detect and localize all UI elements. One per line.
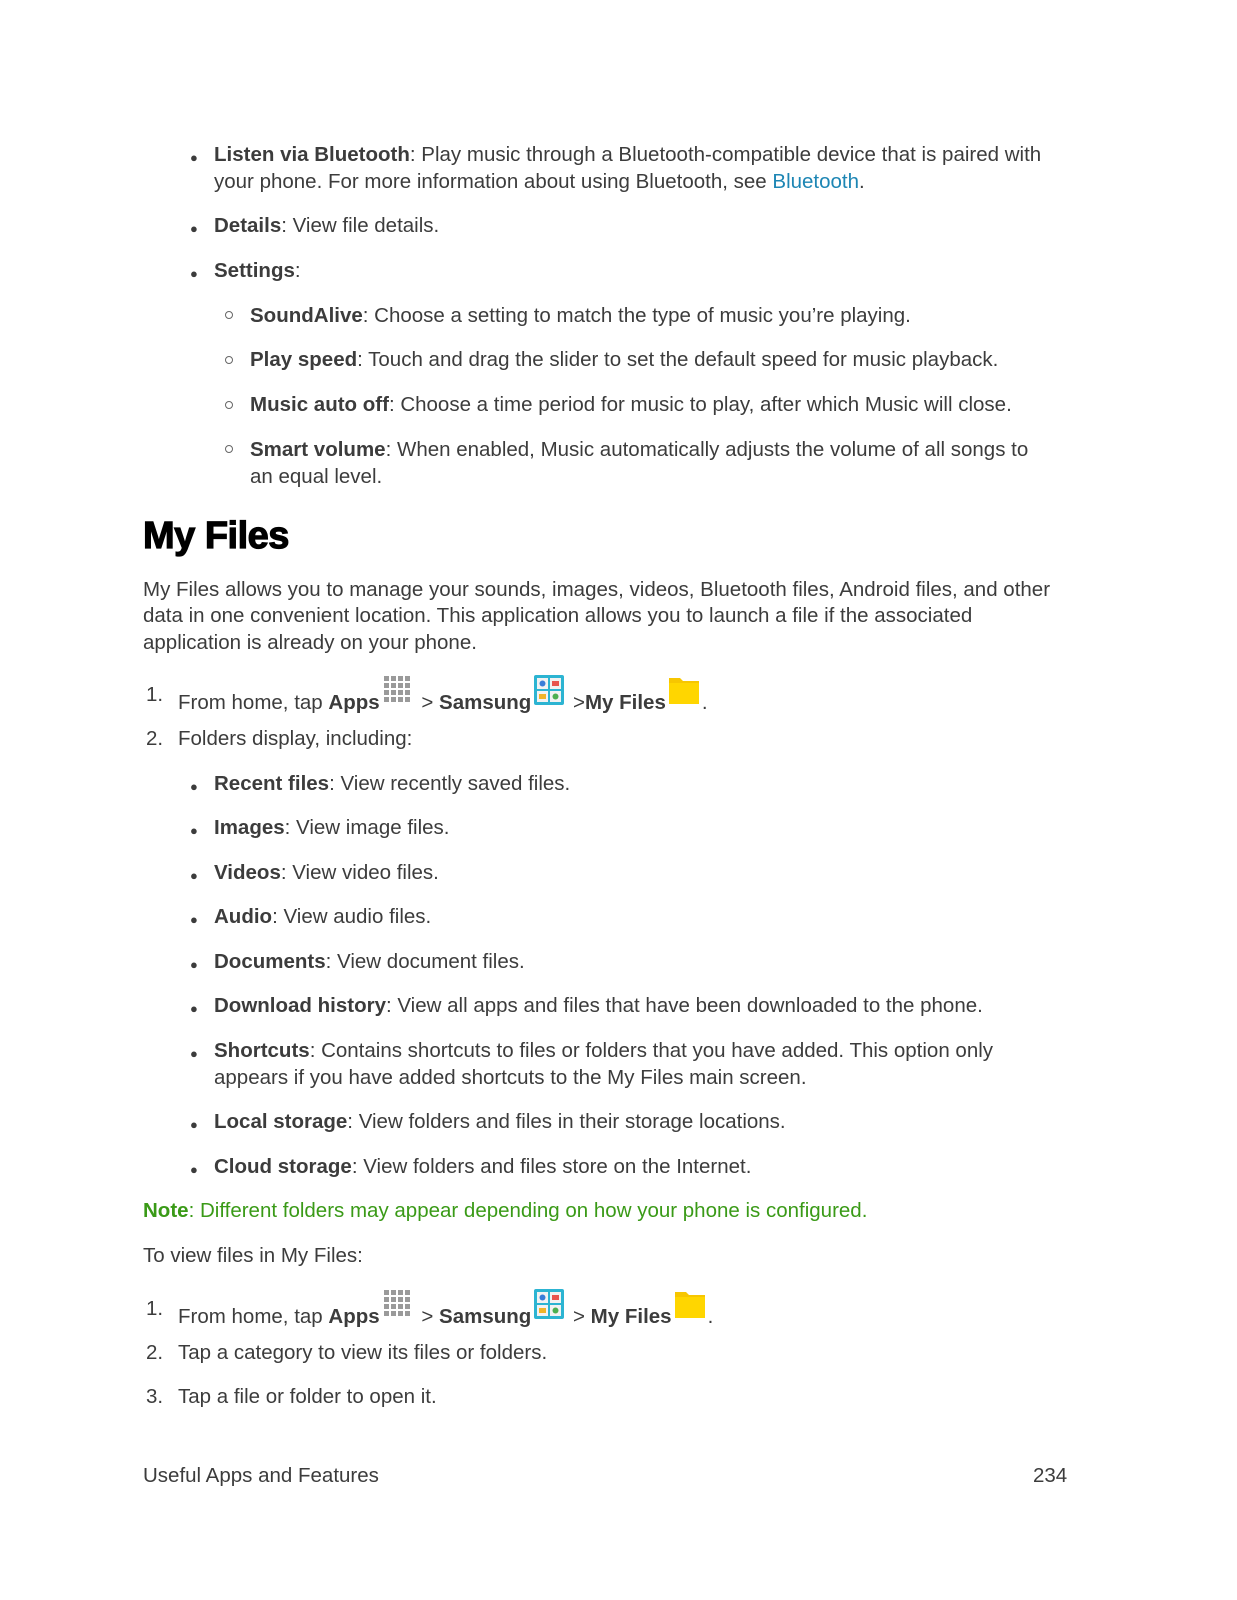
folder-item-images: Images: View image files. xyxy=(214,816,450,839)
sub-bullet xyxy=(225,311,233,319)
sub-bullet xyxy=(225,445,233,453)
folder-item-download-history: Download history: View all apps and files that have been downloaded to the phone. xyxy=(214,994,983,1017)
apps-label: Apps xyxy=(328,1305,380,1328)
bullet: ● xyxy=(190,868,198,883)
apps-label: Apps xyxy=(328,691,380,714)
sub-bullet xyxy=(225,356,233,364)
folder-item-audio: Audio: View audio files. xyxy=(214,905,432,928)
my-files-label: My Files xyxy=(590,1305,672,1328)
list-item-bluetooth-cont: your phone. For more information about using Bluetooth, see Bluetooth. xyxy=(214,170,865,193)
bullet: ● xyxy=(190,912,198,927)
list-item-settings: Settings: xyxy=(214,259,301,282)
samsung-label: Samsung xyxy=(439,1305,532,1328)
my-files-folder-icon xyxy=(674,1289,706,1319)
sub-item-smart-volume-cont: an equal level. xyxy=(250,465,383,488)
sub-bullet xyxy=(225,401,233,409)
folder-item-shortcuts: Shortcuts: Contains shortcuts to files or folders that you have added. This option only xyxy=(214,1039,994,1062)
step-number: 1. xyxy=(146,683,164,706)
apps-grid-icon xyxy=(383,675,413,705)
list-item-bluetooth: Listen via Bluetooth: Play music through a Bluetooth-compatible device that is paired with xyxy=(214,143,1042,166)
intro-line-2: data in one convenient location. This application allows you to launch a file if the associated xyxy=(143,604,973,627)
bullet: ● xyxy=(190,1046,198,1061)
bullet: ● xyxy=(190,266,198,281)
folder-item-local-storage: Local storage: View folders and files in their storage locations. xyxy=(214,1110,786,1133)
view-files-intro: To view files in My Files: xyxy=(143,1244,363,1267)
sub-item-smart-volume: Smart volume: When enabled, Music automatically adjusts the volume of all songs to xyxy=(250,438,1029,461)
samsung-label: Samsung xyxy=(439,691,532,714)
sub-item-soundalive: SoundAlive: Choose a setting to match the type of music you’re playing. xyxy=(250,304,911,327)
samsung-folder-icon xyxy=(534,1289,564,1319)
intro-line-3: application is already on your phone. xyxy=(143,631,477,654)
list-item-details: Details: View file details. xyxy=(214,214,440,237)
folder-item-documents: Documents: View document files. xyxy=(214,950,525,973)
term: Listen via Bluetooth xyxy=(214,143,410,166)
samsung-folder-icon xyxy=(534,675,564,705)
apps-grid-icon xyxy=(383,1289,413,1319)
step-folders-display: Folders display, including: xyxy=(178,727,413,750)
sub-item-music-auto-off: Music auto off: Choose a time period for music to play, after which Music will close. xyxy=(250,393,1012,416)
my-files-folder-icon xyxy=(668,675,700,705)
folder-item-recent: Recent files: View recently saved files. xyxy=(214,772,571,795)
bullet: ● xyxy=(190,957,198,972)
bullet: ● xyxy=(190,150,198,165)
sub-item-play-speed: Play speed: Touch and drag the slider to set the default speed for music playback. xyxy=(250,348,999,371)
bullet: ● xyxy=(190,779,198,794)
folder-item-videos: Videos: View video files. xyxy=(214,861,439,884)
step-number: 2. xyxy=(146,727,164,750)
step-number: 2. xyxy=(146,1341,164,1364)
bullet: ● xyxy=(190,1117,198,1132)
folder-item-shortcuts-cont: appears if you have added shortcuts to the My Files main screen. xyxy=(214,1066,807,1089)
intro-line-1: My Files allows you to manage your sounds, images, videos, Bluetooth files, Android files, and other xyxy=(143,578,1051,601)
my-files-label: My Files xyxy=(584,691,666,714)
bullet: ● xyxy=(190,1001,198,1016)
note: Note: Different folders may appear depending on how your phone is configured. xyxy=(143,1199,868,1222)
bullet: ● xyxy=(190,221,198,236)
footer-chapter: Useful Apps and Features xyxy=(143,1464,379,1487)
step-number: 3. xyxy=(146,1385,164,1408)
bluetooth-link[interactable]: Bluetooth xyxy=(772,170,860,193)
step-open-my-files-2: From home, tap Apps > Samsung > My Files . xyxy=(178,1295,713,1330)
step-tap-file: Tap a file or folder to open it. xyxy=(178,1385,437,1408)
bullet: ● xyxy=(190,823,198,838)
section-title: My Files xyxy=(143,515,289,557)
step-number: 1. xyxy=(146,1297,164,1320)
page-number: 234 xyxy=(1033,1464,1068,1487)
step-open-my-files: From home, tap Apps > Samsung >My Files . xyxy=(178,681,708,716)
bullet: ● xyxy=(190,1162,198,1177)
folder-item-cloud-storage: Cloud storage: View folders and files store on the Internet. xyxy=(214,1155,752,1178)
step-tap-category: Tap a category to view its files or folders. xyxy=(178,1341,548,1364)
